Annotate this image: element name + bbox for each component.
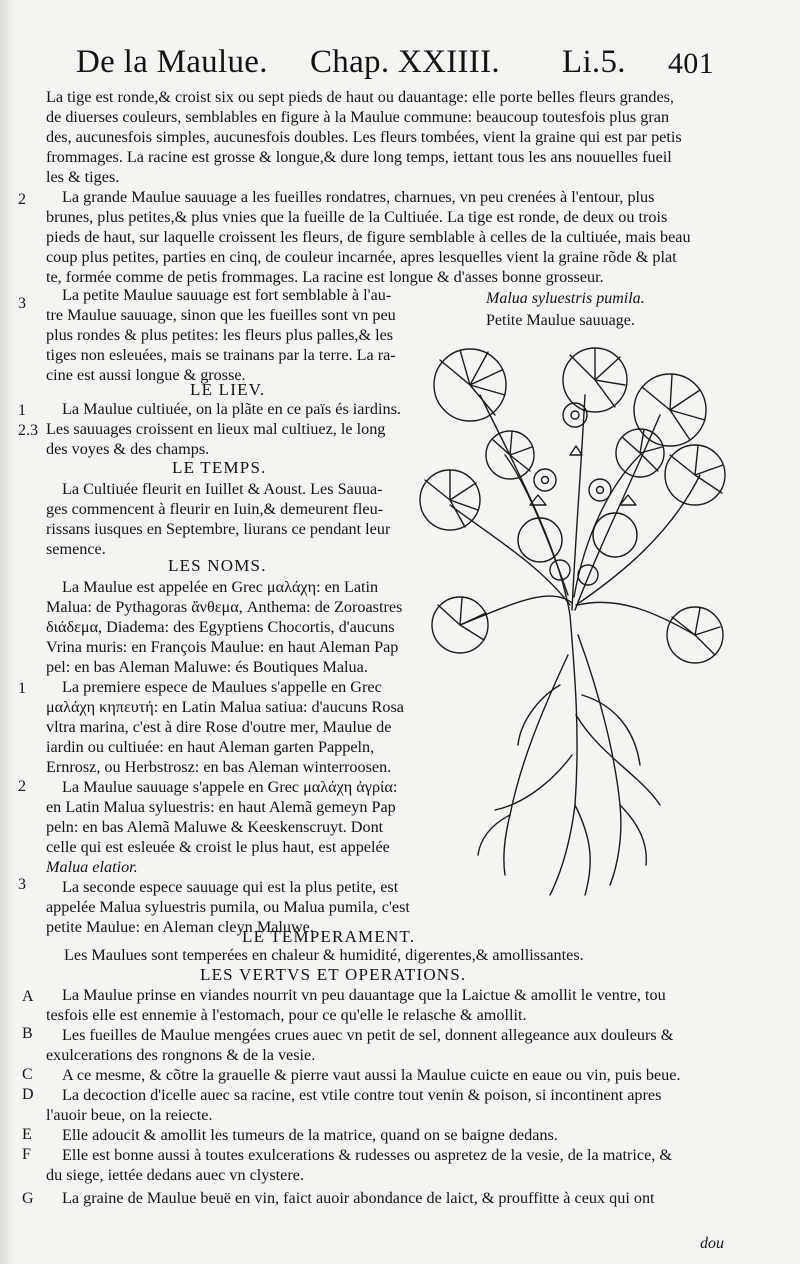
text-line: ges commencent à fleurir en Iuin,& demeurent fleu-: [46, 500, 384, 518]
margin-letter: B: [22, 1025, 33, 1042]
text-line: exulcerations des rongnons & de la vesie.: [46, 1046, 316, 1064]
text-line: vltra marina, c'est à dire Rose d'outre mer, Maulue de: [46, 718, 392, 736]
text-line: La graine de Maulue beuë en vin, faict auoir abondance de laict, & prouffitte à ceux qui ont: [62, 1189, 655, 1207]
text-line: Les fueilles de Maulue mengées crues auec vn petit de sel, donnent allegeance aux douleurs &: [62, 1026, 674, 1044]
mallow-plant-woodcut: [410, 335, 730, 910]
text-line: de diuerses couleurs, semblables en figure à la Maulue commune: beaucoup toutesfois plus gran: [46, 108, 670, 126]
catchword: dou: [700, 1235, 724, 1252]
text-line: des, aucunesfois simples, aucunesfois doubles. Les fleurs tombées, vient la graine qui est par petis: [46, 128, 682, 146]
margin-letter: D: [22, 1086, 34, 1103]
text-line: La Maulue sauuage s'appele en Grec μαλάχη ἀγρία:: [62, 778, 398, 796]
margin-letter: C: [22, 1066, 33, 1083]
text-line: pel: en bas Aleman Maluwe: és Boutiques Malua.: [46, 658, 368, 676]
text-line: pieds de haut, sur laquelle croissent les fleurs, de figure semblable à celles de la cultiuée, mais beau: [46, 228, 691, 246]
text-line: Ernrosz, ou Herbstrosz: en bas Aleman winterroosen.: [46, 758, 392, 776]
text-line: iardin ou cultiuée: en haut Aleman garten Pappeln,: [46, 738, 375, 756]
margin-number: 3: [18, 295, 26, 312]
margin-number: 2.3: [18, 422, 38, 439]
text-line: Elle est bonne aussi à toutes exulcerations & rudesses ou aspretez de la vesie, de la matrice, &: [62, 1146, 672, 1164]
text-line: tiges non esleuées, mais se trainans par la terre. La ra-: [46, 346, 396, 364]
text-line: La Maulue cultiuée, on la plãte en ce païs és iardins.: [62, 400, 401, 418]
text-line: Malua: de Pythagoras ἄνθεμα, Anthema: de Zoroastres: [46, 598, 403, 616]
text-line: Vrina muris: en François Maulue: en haut Aleman Pap: [46, 638, 399, 656]
margin-number: 2: [18, 191, 26, 208]
text-line: Malua elatior.: [46, 858, 138, 876]
figure-caption-french: Petite Maulue sauuage.: [486, 312, 635, 329]
text-line: semence.: [46, 540, 106, 558]
text-line: frommages. La racine est grosse & longue,& dure long temps, iettant tous les ans nouuelles fueil: [46, 148, 672, 166]
text-line: La decoction d'icelle auec sa racine, est vtile contre tout venin & poison, si incontinent apres: [62, 1086, 662, 1104]
margin-letter: G: [22, 1190, 34, 1207]
text-line: petite Maulue: en Aleman cleyn Maluwe.: [46, 918, 314, 936]
text-line: La grande Maulue sauuage a les fueilles rondatres, charnues, vn peu crenées à l'entour, plus: [62, 188, 655, 206]
margin-number: 1: [18, 680, 26, 697]
text-line: A ce mesme, & cõtre la grauelle & pierre vaut aussi la Maulue cuicte en eaue ou vin, puis beue.: [62, 1066, 681, 1084]
text-line: appelée Malua syluestris pumila, ou Malua pumila, c'est: [46, 898, 410, 916]
leaf-cluster: [420, 348, 725, 663]
text-line: celle qui est esleuée & croist le plus haut, est appelée: [46, 838, 390, 856]
text-line: La Maulue est appelée en Grec μαλάχη: en Latin: [62, 578, 379, 596]
text-line: La Maulue prinse en viandes nourrit vn peu dauantage que la Laictue & amollit le ventre, tou: [62, 986, 666, 1004]
section-heading-vertus: LES VERTVS ET OPERATIONS.: [200, 965, 467, 984]
text-line: La premiere espece de Maulues s'appelle en Grec: [62, 678, 382, 696]
book-number: Li.5.: [562, 44, 626, 80]
page-number: 401: [668, 47, 714, 80]
chapter-heading: Chap. XXIIII.: [310, 44, 500, 80]
text-line: διάδεμα, Diadema: des Egyptiens Chocortis, d'aucuns: [46, 618, 395, 636]
text-line: tesfois elle est ennemie à l'estomach, pour ce qu'elle le relasche & amollit.: [46, 1006, 527, 1024]
text-line: te, formée comme de petis frommages. La racine est longue & d'asses bonne grosseur.: [46, 268, 604, 286]
margin-number: 3: [18, 876, 26, 893]
text-line: La Cultiuée fleurit en Iuillet & Aoust. Les Sauua-: [62, 480, 383, 498]
text-line: coup plus petites, parties en cinq, de couleur incarnée, apres lesquelles vient la graine rõde & plat: [46, 248, 677, 266]
page-gutter-shadow: [0, 0, 14, 1264]
text-line: des voyes & des champs.: [46, 440, 210, 458]
text-line: les & tiges.: [46, 168, 120, 186]
text-line: tre Maulue sauuage, sinon que les fueilles sont vn peu: [46, 306, 396, 324]
text-line: cine est aussi longue & grosse.: [46, 366, 246, 384]
text-line: brunes, plus petites,& plus vnies que la fueille de la Cultiuée. La tige est ronde, de deux ou trois: [46, 208, 668, 226]
section-heading-lieu: LE LIEV.: [190, 380, 266, 399]
margin-number: 2: [18, 778, 26, 795]
margin-letter: E: [22, 1126, 32, 1143]
text-line: plus rondes & plus petites: les fleurs plus palles,& les: [46, 326, 394, 344]
text-line: La tige est ronde,& croist six ou sept pieds de haut ou dauantage: elle porte belles fleurs grandes,: [46, 88, 674, 106]
text-line: du siege, iettée dedans auec vn clystere.: [46, 1166, 304, 1184]
section-heading-temps: LE TEMPS.: [172, 458, 267, 477]
margin-letter: A: [22, 988, 34, 1005]
text-line: rissans iusques en Septembre, liurans ce pendant leur: [46, 520, 391, 538]
temperament-text: Les Maulues sont temperées en chaleur & humidité, digerentes,& amollissantes.: [64, 946, 584, 964]
section-heading-noms: LES NOMS.: [168, 556, 267, 575]
text-line: μαλάχη κηπευτή: en Latin Malua satiua: d'aucuns Rosa: [46, 698, 404, 716]
text-line: La seconde espece sauuage qui est la plus petite, est: [62, 878, 399, 896]
text-line: l'auoir beue, on la reiecte.: [46, 1106, 213, 1124]
figure-caption-latin: Malua syluestris pumila.: [486, 290, 645, 307]
margin-number: 1: [18, 402, 26, 419]
text-line: en Latin Malua syluestris: en haut Alemã gemeyn Pap: [46, 798, 396, 816]
running-title: De la Maulue.: [76, 44, 268, 80]
text-line: peln: en bas Alemã Maluwe & Keeskenscruyt. Dont: [46, 818, 384, 836]
section-heading-temperament: LE TEMPERAMENT.: [242, 927, 416, 946]
text-line: Les sauuages croissent en lieux mal cultiuez, le long: [46, 420, 386, 438]
margin-letter: F: [22, 1146, 31, 1163]
text-line: La petite Maulue sauuage est fort semblable à l'au-: [62, 286, 392, 304]
text-line: Elle adoucit & amollit les tumeurs de la matrice, quand on se baigne dedans.: [62, 1126, 558, 1144]
